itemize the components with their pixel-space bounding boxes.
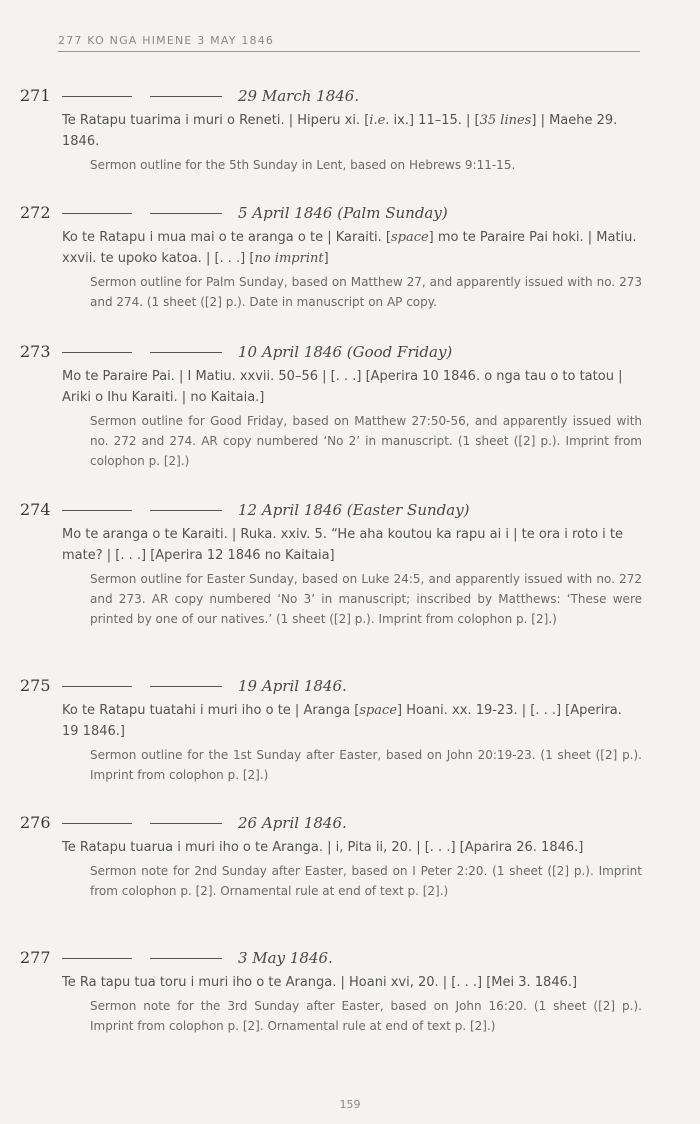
entry-276 bbox=[20, 813, 642, 901]
entry-header bbox=[20, 86, 642, 108]
entry-number: 272 bbox=[20, 203, 51, 222]
entry-header bbox=[20, 813, 642, 835]
entry-date: 5 April 1846 (Palm Sunday) bbox=[238, 204, 448, 222]
title-rule bbox=[150, 686, 222, 687]
entry-274 bbox=[20, 500, 642, 629]
author-rule bbox=[62, 958, 132, 959]
title-rule bbox=[150, 510, 222, 511]
author-rule bbox=[62, 352, 132, 353]
entry-header bbox=[20, 500, 642, 522]
entry-273 bbox=[20, 342, 642, 471]
entry-date: 29 March 1846. bbox=[238, 87, 360, 105]
author-rule bbox=[62, 823, 132, 824]
entry-number: 276 bbox=[20, 813, 51, 832]
entry-date: 26 April 1846. bbox=[238, 814, 347, 832]
entry-header bbox=[20, 203, 642, 225]
title-rule bbox=[150, 96, 222, 97]
entry-number: 271 bbox=[20, 86, 51, 105]
entry-271 bbox=[20, 86, 642, 175]
title-rule bbox=[150, 958, 222, 959]
entry-note: Sermon note for 2nd Sunday after Easter, based on I Peter 2:20. (1 sheet ([2] p.). Imprint from colophon p. [2]. Ornamental rule at end of text p. [2].) bbox=[90, 864, 642, 898]
entry-number: 277 bbox=[20, 948, 51, 967]
page-number: 159 bbox=[339, 1098, 361, 1111]
title-rule bbox=[150, 823, 222, 824]
entry-note: Sermon outline for the 5th Sunday in Lent, based on Hebrews 9:11-15. bbox=[90, 158, 516, 172]
entry-number: 275 bbox=[20, 676, 51, 695]
entry-header bbox=[20, 342, 642, 364]
author-rule bbox=[62, 510, 132, 511]
title-rule bbox=[150, 213, 222, 214]
entry-note: Sermon note for the 3rd Sunday after Easter, based on John 16:20. (1 sheet ([2] p.). Imprint from colophon p. [2]. Ornamental rule at end of text p. [2].) bbox=[90, 999, 642, 1033]
author-rule bbox=[62, 686, 132, 687]
entry-title: Ko te Ratapu i mua mai o te aranga o te | Karaiti. [space] mo te Paraire Pai hoki. | Matiu. xxvii. te upoko katoa. | [. . .] [no imprint] bbox=[62, 230, 637, 266]
entry-title: Ko te Ratapu tuatahi i muri iho o te | Aranga [space] Hoani. xx. 19-23. | [. . .] [Aperira. 19 1846.] bbox=[62, 703, 622, 739]
entry-277 bbox=[20, 948, 642, 1036]
author-rule bbox=[62, 96, 132, 97]
entry-title: Te Ra tapu tua toru i muri iho o te Aranga. | Hoani xvi, 20. | [. . .] [Mei 3. 1846.] bbox=[62, 975, 578, 990]
entry-date: 12 April 1846 (Easter Sunday) bbox=[238, 501, 470, 519]
entry-note: Sermon outline for the 1st Sunday after Easter, based on John 20:19-23. (1 sheet ([2] p.). Imprint from colophon p. [2].) bbox=[90, 748, 642, 782]
entry-title: Mo te aranga o te Karaiti. | Ruka. xxiv. 5. “He aha koutou ka rapu ai i | te ora i roto i te mate? | [. . .] [Aperira 12 1846 no Kaitaia] bbox=[62, 527, 624, 563]
entry-date: 19 April 1846. bbox=[238, 677, 347, 695]
entry-number: 273 bbox=[20, 342, 51, 361]
entry-header bbox=[20, 948, 642, 970]
entry-date: 3 May 1846. bbox=[238, 949, 333, 967]
entry-275 bbox=[20, 676, 642, 785]
author-rule bbox=[62, 213, 132, 214]
entry-note: Sermon outline for Good Friday, based on Matthew 27:50-56, and apparently issued with no. 272 and 274. AR copy numbered ‘No 2’ in manuscript. (1 sheet ([2] p.). Imprint from colophon p. [2].) bbox=[90, 414, 642, 468]
entry-title: Te Ratapu tuarua i muri iho o te Aranga. | i, Pita ii, 20. | [. . .] [Aparira 26. 1846.] bbox=[62, 840, 584, 855]
entry-272 bbox=[20, 203, 642, 312]
entry-title: Mo te Paraire Pai. | I Matiu. xxvii. 50–56 | [. . .] [Aperira 10 1846. o nga tau o to tatou | Ariki o Ihu Karaiti. | no Kaitaia.] bbox=[62, 369, 623, 405]
entry-number: 274 bbox=[20, 500, 51, 519]
title-rule bbox=[150, 352, 222, 353]
running-head: 277 KO NGA HIMENE 3 MAY 1846 bbox=[58, 34, 640, 52]
entry-header bbox=[20, 676, 642, 698]
entry-title: Te Ratapu tuarima i muri o Reneti. | Hiperu xi. [i.e. ix.] 11–15. | [35 lines] | Maehe 29. 1846. bbox=[62, 113, 618, 149]
entry-date: 10 April 1846 (Good Friday) bbox=[238, 343, 453, 361]
entry-note: Sermon outline for Easter Sunday, based on Luke 24:5, and apparently issued with no. 272 and 273. AR copy numbered ‘No 3’ in manuscript; inscribed by Matthews: ‘These were printed by one of our natives.’ (1 sheet ([2] p.). Imprint from colophon p. [2].) bbox=[90, 572, 642, 626]
entry-note: Sermon outline for Palm Sunday, based on Matthew 27, and apparently issued with no. 273 and 274. (1 sheet ([2] p.). Date in manuscript on AP copy. bbox=[90, 275, 642, 309]
